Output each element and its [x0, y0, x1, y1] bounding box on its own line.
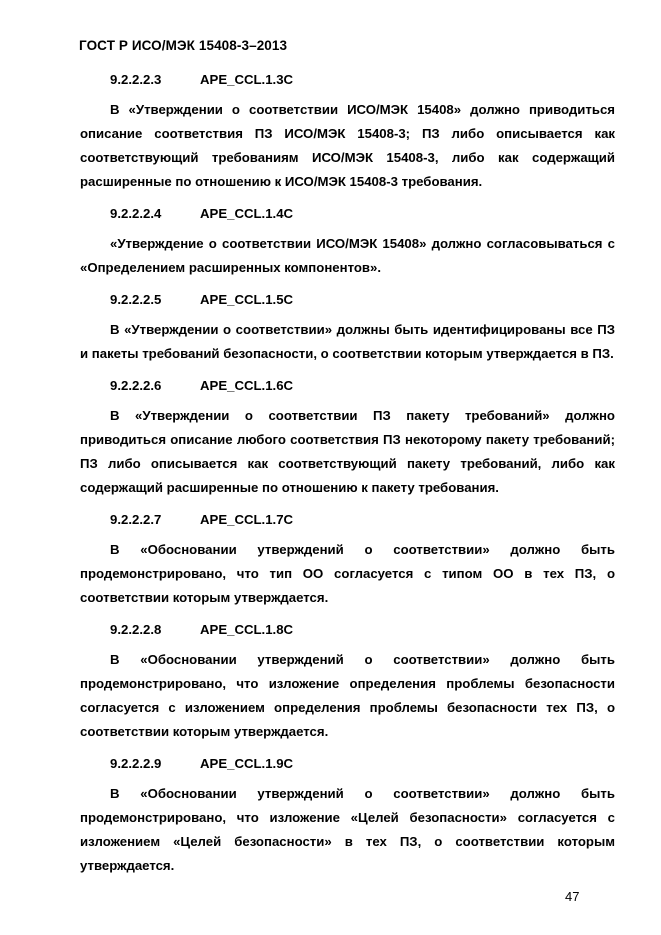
clause-heading	[80, 290, 615, 310]
clause-number: 9.2.2.2.8	[110, 622, 162, 637]
clause-number: 9.2.2.2.5	[110, 292, 162, 307]
clause-code: APE_CCL.1.3C	[200, 72, 294, 87]
clause-heading	[80, 620, 615, 640]
clause-9-2-2-2-9	[80, 754, 615, 878]
clause-code: APE_CCL.1.5C	[200, 292, 294, 307]
clause-heading	[80, 204, 615, 224]
clause-heading	[80, 754, 615, 774]
clause-code: APE_CCL.1.9C	[200, 756, 294, 771]
clause-9-2-2-2-7	[80, 510, 615, 610]
clause-9-2-2-2-8	[80, 620, 615, 744]
clause-9-2-2-2-5	[80, 290, 615, 366]
clause-number: 9.2.2.2.9	[110, 756, 162, 771]
clause-text: В «Обосновании утверждений о соответствии» должно быть продемонстрировано, что тип ОО согласуется с типом ОО в тех ПЗ, о соответствии которым утверждается.	[80, 542, 615, 605]
clause-text: В «Утверждении о соответствии ПЗ пакету требований» должно приводиться описание любого соответствия ПЗ некоторому пакету требований; ПЗ либо описывается как соответствующий пакету требований, либо как содержащий расширенные по отношению к пакету требования.	[80, 408, 615, 495]
clause-code: APE_CCL.1.4C	[200, 206, 294, 221]
document-header: ГОСТ Р ИСО/МЭК 15408-3–2013	[79, 38, 288, 53]
clause-code: APE_CCL.1.7C	[200, 512, 294, 527]
clause-9-2-2-2-6	[80, 376, 615, 500]
clause-code: APE_CCL.1.6C	[200, 378, 294, 393]
clause-number: 9.2.2.2.6	[110, 378, 162, 393]
clause-heading	[80, 70, 615, 90]
clause-text: В «Обосновании утверждений о соответствии» должно быть продемонстрировано, что изложение «Целей безопасности» согласуется с изложением «Целей безопасности» в тех ПЗ, о соответствии которым утверждается.	[80, 786, 615, 873]
clause-number: 9.2.2.2.4	[110, 206, 162, 221]
clause-text: «Утверждение о соответствии ИСО/МЭК 15408» должно согласовываться с «Определением расширенных компонентов».	[80, 236, 615, 275]
document-body	[80, 70, 615, 888]
page-number: 47	[565, 889, 580, 904]
clause-number: 9.2.2.2.7	[110, 512, 162, 527]
clause-heading	[80, 510, 615, 530]
clause-text: В «Утверждении о соответствии» должны быть идентифицированы все ПЗ и пакеты требований безопасности, о соответствии которым утверждается в ПЗ.	[80, 322, 615, 361]
clause-9-2-2-2-3	[80, 70, 615, 194]
clause-code: APE_CCL.1.8C	[200, 622, 294, 637]
clause-heading	[80, 376, 615, 396]
clause-9-2-2-2-4	[80, 204, 615, 280]
clause-text: В «Утверждении о соответствии ИСО/МЭК 15408» должно приводиться описание соответствия ПЗ ИСО/МЭК 15408-3; ПЗ либо описывается как соответствующий требованиям ИСО/МЭК 15408-3, либо как содержащий расширенные по отношению к ИСО/МЭК 15408-3 требования.	[80, 102, 615, 189]
clause-text: В «Обосновании утверждений о соответствии» должно быть продемонстрировано, что изложение определения проблемы безопасности согласуется с изложением определения проблемы безопасности тех ПЗ, о соответствии которым утверждается.	[80, 652, 615, 739]
clause-number: 9.2.2.2.3	[110, 72, 162, 87]
